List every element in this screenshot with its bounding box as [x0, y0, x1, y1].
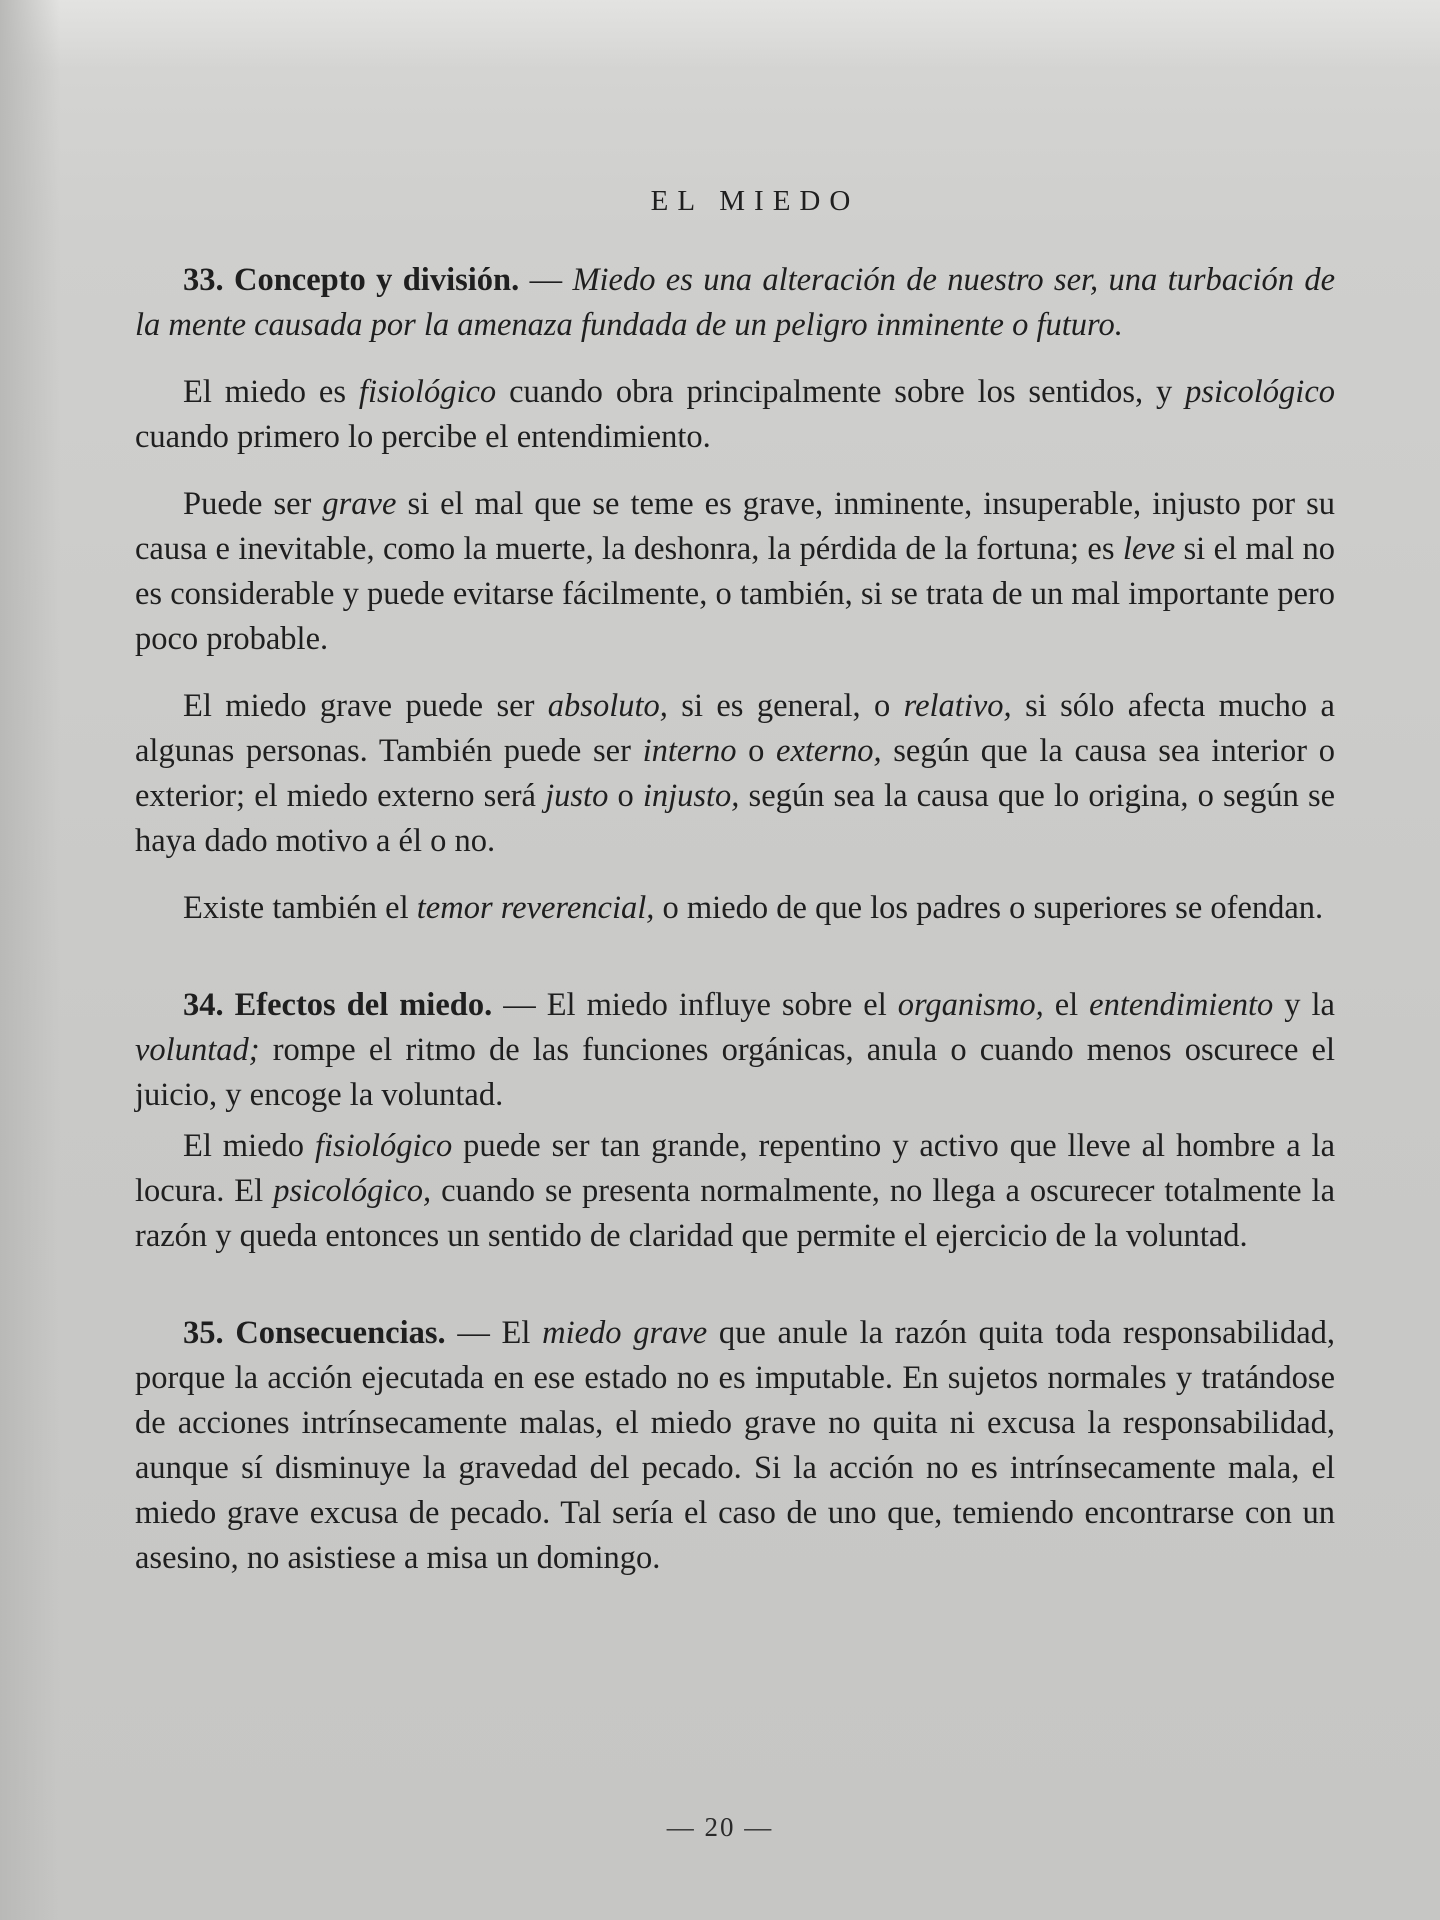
paragraph — [135, 886, 1335, 931]
italic-term: injusto, — [642, 778, 740, 814]
text-run: puede ser tan grande, repentino y activo que lleve al hombre a la locura. El — [135, 1128, 1335, 1209]
paragraph — [135, 684, 1335, 864]
em-dash: — — [492, 987, 547, 1023]
text-run: Puede ser — [183, 486, 323, 522]
text-run: si el mal que se teme es grave, inminente, insuperable, injusto por su causa e inevitable, como la muerte, la deshonra, la pérdida de la fortuna; es — [135, 486, 1336, 567]
italic-term: psicológico, — [273, 1173, 432, 1209]
text-run: El miedo influye sobre el — [546, 987, 898, 1023]
section-number: 34. — [183, 987, 224, 1023]
paragraph — [135, 482, 1335, 662]
em-dash: — — [519, 262, 573, 298]
text-run: cuando obra principalmente sobre los sentidos, y — [496, 374, 1186, 410]
text-run: o miedo de que los padres o superiores se ofendan. — [654, 890, 1324, 926]
italic-term: externo, — [776, 733, 882, 769]
text-run: o — [736, 733, 777, 769]
page-gutter-shadow — [0, 0, 60, 1920]
italic-term: fisiológico — [358, 374, 497, 410]
text-run: el — [1043, 987, 1090, 1023]
section-34-paragraph — [135, 983, 1335, 1118]
definition-text: Miedo es una alteración de nuestro ser, una turbación de la mente causada por la amenaza fundada de un peligro inminente o futuro. — [135, 262, 1336, 343]
text-run: cuando se presenta normalmente, no llega a oscurecer totalmente la razón y queda entonces un sentido de claridad que permite el ejercicio de la voluntad. — [135, 1173, 1335, 1254]
text-run: si es general, o — [667, 688, 904, 724]
section-33-definition — [135, 258, 1335, 348]
section-number: 35. — [183, 1315, 224, 1351]
italic-term: justo — [545, 778, 609, 814]
italic-term: temor reverencial, — [416, 890, 655, 926]
text-run: si el mal no es considerable y puede evitarse fácilmente, o también, si se trata de un mal importante pero poco probable. — [135, 531, 1335, 657]
italic-term: grave — [322, 486, 397, 522]
page-content — [135, 185, 1335, 1581]
text-run: El miedo es — [183, 374, 359, 410]
italic-term: relativo, — [903, 688, 1012, 724]
text-run: Existe también el — [183, 890, 417, 926]
italic-term: leve — [1122, 531, 1176, 567]
text-run: que anule la razón quita toda responsabilidad, porque la acción ejecutada en ese estado no es imputable. En sujetos normales y tratándose de acciones intrínsecamente malas, el miedo grave no quita ni excusa la responsabilidad, aunque sí disminuye la gravedad del pecado. Si la acción no es intrínsecamente mala, el miedo grave excusa de pecado. Tal sería el caso de uno que, temiendo encontrarse con un asesino, no asistiese a misa un domingo. — [135, 1315, 1335, 1576]
page-top-shadow — [0, 0, 1440, 70]
text-run: según que la causa sea interior o exterior; el miedo externo será — [135, 733, 1335, 814]
running-head: EL MIEDO — [650, 185, 860, 217]
section-heading: Consecuencias. — [235, 1315, 446, 1351]
section-35-paragraph — [135, 1311, 1335, 1581]
text-run: según sea la causa que lo origina, o según se haya dado motivo a él o no. — [135, 778, 1336, 859]
em-dash: — — [445, 1315, 502, 1351]
text-run: o — [608, 778, 643, 814]
text-run: rompe el ritmo de las funciones orgánicas, anula o cuando menos oscurece el juicio, y encoge la voluntad. — [135, 1032, 1335, 1113]
italic-term: miedo grave — [542, 1315, 708, 1351]
italic-term: psicológico — [1185, 374, 1335, 410]
section-heading: Concepto y división. — [233, 262, 520, 298]
section-number: 33. — [183, 262, 224, 298]
text-run: si sólo afecta mucho a algunas personas. También puede ser — [135, 688, 1335, 769]
text-run: y la — [1273, 987, 1335, 1023]
italic-term: interno — [642, 733, 737, 769]
italic-term: absoluto, — [547, 688, 668, 724]
paragraph — [135, 1124, 1335, 1259]
italic-term: voluntad; — [135, 1032, 260, 1068]
text-run: El miedo — [183, 1128, 315, 1164]
paragraph — [135, 370, 1335, 460]
text-run: El miedo grave puede ser — [183, 688, 548, 724]
text-run: El — [501, 1315, 543, 1351]
text-run: cuando primero lo percibe el entendimiento. — [135, 419, 711, 455]
section-heading: Efectos del miedo. — [234, 987, 493, 1023]
italic-term: fisiológico — [314, 1128, 453, 1164]
italic-term: organismo, — [897, 987, 1044, 1023]
page-number: — 20 — — [666, 1812, 774, 1842]
italic-term: entendimiento — [1089, 987, 1274, 1023]
